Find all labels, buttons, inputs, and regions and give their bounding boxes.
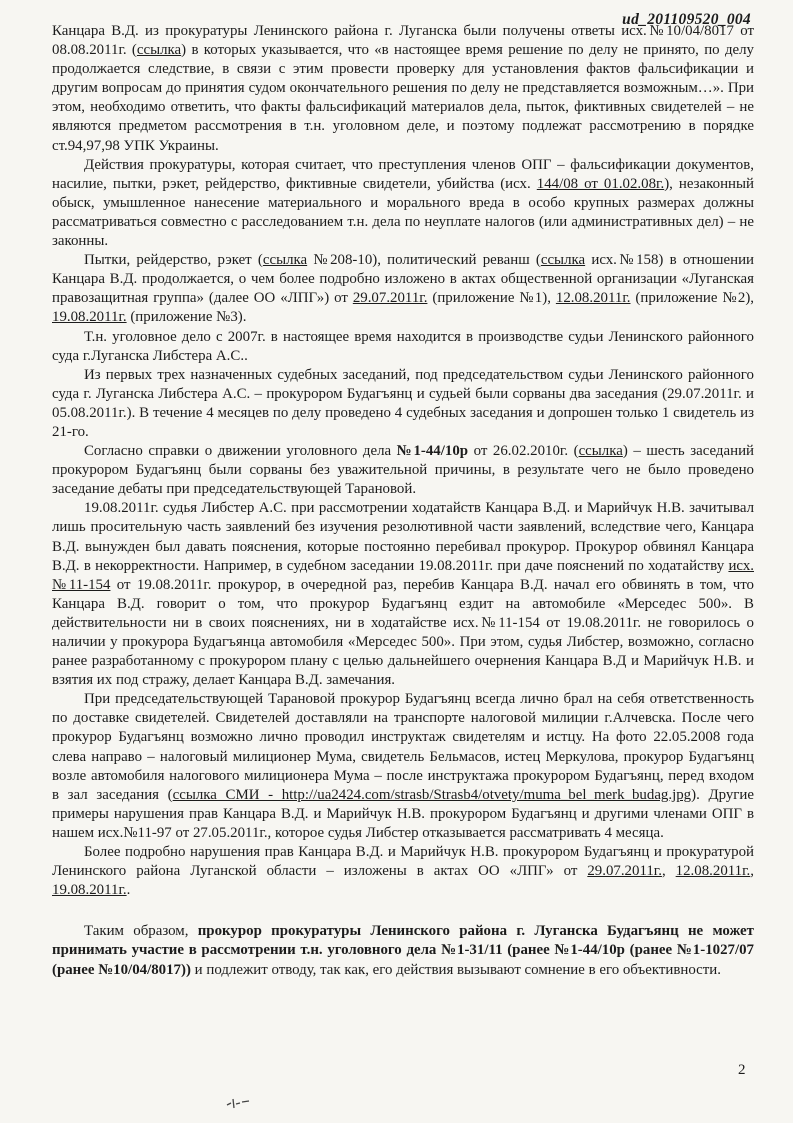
text-run: ) – шесть заседаний прокурором Будагъянц были сорваны без уважительной причины, в результате чего не было проведено заседание дебаты при председательствующей Тарановой. (52, 443, 755, 498)
page-number: 2 (738, 1062, 746, 1078)
paragraph-gap (52, 900, 754, 922)
link-text[interactable]: 29.07.2011г. (587, 863, 662, 880)
text-run: Канцара В.Д. из прокуратуры Ленинского района г. Луганска были получены ответы исх.№10/04/8017 от 08.08.2011г. ( (52, 23, 754, 59)
text-run: (приложение №1), (427, 290, 556, 307)
paragraph (52, 499, 754, 690)
document-id: ud_201109520_004 (622, 11, 751, 28)
text-run: Т.н. уголовное дело с 2007г. в настоящее время находится в производстве судьи Ленинского районного суда г.Луганска Либстера А.С.. (52, 328, 754, 364)
document-body (52, 22, 754, 980)
text-run: Из первых трех назначенных судебных заседаний, под председательством судьи Ленинского районного суда г. Луганска Либстера А.С. – прокурором Будагъянц и судьей были сорваны два заседания (29.07.2011г. и 05.08.2011г.). В течение 4 месяцев по делу проведено 4 судебных заседания и допрошен только 1 свидетель из 21-го. (52, 366, 754, 440)
link-text[interactable]: ссылка СМИ - http://ua2424.com/strasb/Strasb4/otvety/muma_bel_merk_budag.jpg (172, 786, 692, 803)
text-run: исх.№158) в отношении Канцара В.Д. продолжается, о чем более подробно изложено в актах общественной организации «Луганская правозащитная группа» (далее ОО «ЛПГ») от (52, 252, 755, 307)
text-run: ) в которых указывается, что «в настоящее время решение по делу не принято, по делу продолжается следствие, в связи с этим провести проверку для установления фактов фальсификации и другим вопросам до принятия судом окончательного решения по делу не представляется возможным…». При этом, необходимо ответить, что факты фальсификаций материалов дела, пыток, фиктивных свидетелей – не являются предметом рассмотрения в т.н. уголовном деле, и поэтому подлежат рассмотрению в порядке ст.94,97,98 УПК Украины. (52, 42, 754, 154)
paragraph (52, 22, 754, 156)
link-text[interactable]: ссылка (540, 252, 586, 269)
paragraph (52, 328, 754, 366)
pen-mark-icon (225, 1096, 251, 1110)
text-run: . (126, 882, 131, 899)
text-run: При председательствующей Тарановой прокурор Будагъянц всегда лично брал на себя ответственность по доставке свидетелей. Свидетелей доставляли на транспорте налоговой милиции г.Алчевска. После чего прокурор Будагъянц возможно лично проводил инструктаж свидетелям и истцу. На фото 22.05.2008 года слева направо – налоговый милиционер Мума, свидетель Бельмасов, истец Меркулова, прокурор Будагъянц возле автомобиля налогового милиционера Мума – после инструктажа прокурором Будагъянц, перед входом в зал заседания ( (52, 691, 754, 803)
link-text[interactable]: 19.08.2011г. (52, 882, 127, 899)
link-text[interactable]: 12.08.2011г. (675, 863, 751, 880)
paragraph (52, 366, 754, 442)
emphasis-text: №1-44/10р (396, 443, 469, 460)
paragraph (52, 156, 754, 251)
text-run: №208-10), политический реванш ( (307, 252, 541, 269)
link-text[interactable]: 19.08.2011г. (52, 309, 127, 326)
paragraph (52, 843, 754, 900)
paragraph (52, 690, 754, 843)
text-run: Действия прокуратуры, которая считает, что преступления членов ОПГ – фальсификации документов, насилие, пытки, рэкет, рейдерство, фиктивные свидетели, убийства (исх. (52, 156, 754, 192)
text-run: , (750, 863, 754, 880)
text-run: ), незаконный обыск, умышленное нанесение материального и морального вреда в особо крупных размерах должны рассматриваться совместно с расследованием т.н. дела по неуплате налогов (или административных дел) – не законны. (52, 175, 754, 250)
conclusion-paragraph (52, 922, 754, 979)
text-run: (приложение №3). (126, 309, 247, 326)
text-run: Пытки, рейдерство, рэкет ( (84, 252, 263, 269)
link-text[interactable]: ссылка (578, 443, 623, 460)
text-run: от 26.02.2010г. ( (468, 443, 579, 460)
text-run: Более подробно нарушения прав Канцара В.Д. и Марийчук Н.В. прокурором Будагъянц и прокуратурой Ленинского района Луганской области – изложены в актах ОО «ЛПГ» от (52, 844, 754, 880)
text-run: , (661, 863, 676, 880)
paragraph (52, 251, 754, 327)
text-run: Согласно справки о движении уголовного дела (84, 443, 397, 460)
text-run: Таким образом, (84, 923, 198, 940)
link-text[interactable]: ссылка (136, 42, 182, 59)
link-text[interactable]: ссылка (262, 252, 308, 269)
paragraph (52, 442, 754, 499)
text-run: (приложение №2), (630, 290, 754, 307)
link-text[interactable]: исх.№11-154 (52, 557, 754, 593)
text-run: и подлежит отводу, так как, его действия вызывают сомнение в его объективности. (190, 961, 721, 978)
link-text[interactable]: 12.08.2011г. (555, 290, 631, 307)
link-text[interactable]: 144/08 от 01.02.08г. (536, 175, 665, 192)
text-run: от 19.08.2011г. прокурор, в очередной раз, перебив Канцара В.Д. начал его обвинять в том, что Канцара В.Д. говорит о том, что прокурор Будагъянц ездит на автомобиле «Мерседес 500». В действительности ни в своих пояснениях, ни в ходатайстве исх.№11-154 от 19.08.2011г. не говорилось о наличии у прокурора Будагъянца автомобиля «Мерседес 500». При этом, судья Либстер, возможно, согласно ранее разработанному с прокурором плану с целью дальнейшего очернения Канцара В.Д и Марийчук Н.В. и взятия их под стражу, делает Канцара В.Д. замечания. (52, 576, 754, 689)
text-run: ). Другие примеры нарушения прав Канцара В.Д. и Марийчук Н.В. прокурором Будагъянц и другими членами ОПГ в нашем исх.№11-97 от 27.05.2011г., которое судья Либстер отказывается рассматривать 4 месяца. (52, 786, 754, 841)
link-text[interactable]: 29.07.2011г. (352, 290, 428, 307)
text-run: 19.08.2011г. судья Либстер А.С. при рассмотрении ходатайств Канцара В.Д. и Марийчук Н.В. зачитывал лишь просительную часть заявлений без изучения резолютивной части заявлений, вследствие чего, Канцара В.Д. вынужден был давать пояснения, которые постоянно перебивал прокурор. Прокурор обвинял Канцара В.Д. в некорректности. Например, в судебном заседании 19.08.2011г. при даче пояснений по ходатайству (52, 500, 754, 574)
emphasis-text: прокурор прокуратуры Ленинского района г. Луганска Будагъянц не может принимать участие в рассмотрении т.н. уголовного дела №1-31/11 (ранее №1-44/10р (ранее №1-1027/07 (ранее №10/04/8017)) (52, 923, 754, 978)
